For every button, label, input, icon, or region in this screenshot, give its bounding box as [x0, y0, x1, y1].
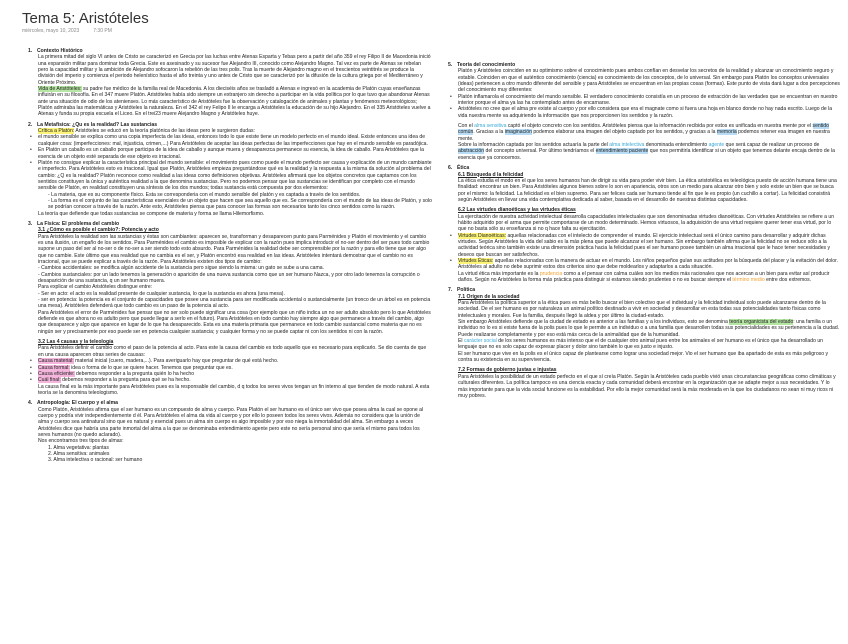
list-item: 3. Alma intelectiva o racional: ser humano [48, 457, 143, 464]
section-3-subtitle: 3.1 ¿Cómo es posible el cambio?: Potencia y acto [38, 227, 159, 234]
section-6-paragraph: La ética estudia el modo en el que los seres humanos han de dirigir su vida para poder vivir bien. La ética aristotélica es teleológica puesto de acción humana tiene una finalidad: encontrar un bien. Para Aristóteles algunos bienes sobre lo son en apariencia, otros son un medio para alcanzar otro bien y solo existe un bien que se busca por el mismo: la felicidad. La felicidad es el bien supremo. Para ser felices cada ser humano tiende al fin que le es propio (un cuchillo a cortar). La felicidad consistirá según Aristóteles en llevar una vida contemplativa dedicada al saber, basada en el desarrollo de nuestras distintas capacidades. [458, 177, 837, 203]
section-7-paragraph: Para Aristóteles la posibilidad de un estado perfecto en el que sí creía Platón. Según la Aristóteles cada pueblo vivió unas circunstancias geográficas como climáticas y culturales diferentes. La política tampoco es una ciencia exacta y cada comunidad deberá encontrar en la organización que se adapte mejor a sus necesidades. Y lo más importante para que la vida social funcione es la estabilidad. Por ello la mejor comunidad será la más moderada en la que los ciudadanos no sean ni muy ricos ni muy pobres. [458, 373, 836, 399]
section-3-paragraph: Para Aristóteles el error de Parménides fue pensar que no ser solo puede significar una cosa (por ejemplo que un niño indica un no ser adulto absoluto pero lo que Aristóteles defiende es que ahora no es adulto pero que puede llegar a serlo en el futuro). Para Aristóteles en todo cambio hay siempre algo que permanece a través del cambio, algo que desaparece y algo que aparece en lugar de lo que ha desaparecido. Esta es una materia primaria que permanece en todo cambio sustancial como materia que no es ningún ser y precisamente por eso puede ser en potencia cualquier sustancia; y cualquier forma y no se puede captar ni con los sentidos ni con la razón. [38, 309, 431, 335]
section-2-paragraph: La teoría que defiende que todas sustancias se compone de materia y forma se llama Hilemorfismo. [38, 210, 265, 217]
section-2-title: 2. La Metafísica: ¿Qu es la realidad? Las sustancias [28, 121, 158, 128]
page-date: miércoles, mayo 10, 2023 [22, 28, 80, 34]
list-item: • el mundo sensible se explica como una copia imperfecta de las ideas, entonces todo lo que existe tiene un modelo perfecto en el mundo ideal. Existe entonces una idea de cualquier cosa: (imperfecciones: mal, injusticia, crimen,...) Para Aristóteles de aceptar las ideas perfectas de las imperfecciones que hay en el mundo sensible es paradójica. [28, 134, 432, 147]
section-1-title: 1. Contexto Histórico [28, 48, 83, 54]
list-item: • Platón inflamarola el conocimiento del mundo sensible. El verdadero conocimiento consistía en un proceso de extracción de las verdades que se encuentran en nuestro interior porque el alma ya las ha contemplado antes de encarnarse. [448, 94, 840, 107]
section-4-title: 4. Antropología: El cuerpo y el alma [28, 400, 118, 407]
section-2-critica: Crítica a Platón: Aristóteles se educó en la teoría platónica de las ideas pero le surgieron dudas: [38, 128, 255, 135]
list-item: • Aristóteles no cree que el alma pre existe al cuerpo y por ello considera que era el magnate como si fuera una hoja en blanco donde no hay nada escrito. Luego de la vida nuestra mente va adquiriendo la información que nos proporcionen los sentidos y la razón. [448, 106, 840, 119]
list-item: • Causa formal: idea o forma de lo que se quiere hacer. Tenemos que preguntar que es. [28, 365, 432, 371]
section-6-paragraph: La virtud ética más importante es la prudencia como a el pensar con calma cuáles son los medios más racionales que nos acercan a un bien para evitar así producir daños. Según no Aristóteles la forma más práctica para distinguir si estamos siendo prudentes o no es buscar siempre el término medio entre dos extremos. [458, 270, 830, 283]
section-3-paragraph: La causa final es la más importante para Aristóteles pues es la responsable del cambio, d q todos los seres vivos tengan un fin interno al que tienden de modo natural. A esta teoría se la denomina teleologismo. [38, 383, 430, 396]
list-item: - ser en potencia: la potencia es el conjunto de capacidades que posee una sustancia para ser modificada accidental o sustancialmente (un tronco de un árbol es en potencia una mesa). Aristóteles defenderá que todo cambio es un paso de la potencia al acto. [38, 297, 431, 310]
page-time: 7:30 PM [93, 28, 112, 34]
list-item: • Virtudes Éticas: aquellas relacionadas con la manera de actuar en el mundo. Los niños pequeños guían sus actitudes por la búsqueda del placer y la evitación del dolor. Aristóteles al adulto no debe suprimir estos dos criterios sino que debe moldearlos y adaptarlos a cada situación. [448, 258, 840, 271]
section-7-paragraph: Sin embargo Aristóteles defiende que la ciudad de estado es anterior a las familias y a los individuos, esto se denomina teoría organicista del estado: una familia o un individuo no lo es si existe fuera de la polis pues lo que le permite a un individuo o a una familia que desarrollen todas sus potencialidades es su pertenencia a la ciudad. Puede realizarse completamente y por eso está más cerca de la animalidad que de la humanidad. [458, 319, 840, 338]
page-title: Tema 5: Aristóteles [22, 10, 149, 27]
section-6-paragraph: La ejercitación de nuestra actividad intelectual desarrolla capacidades intelectuales que son denominadas virtudes dianoéticas. Con virtudes Aristóteles se refiere a un hábito adquirido por el arma que permite comportarse de un modo determinado. Hemos virtuosos, la adquisición de una virtud requiere querer tener esa virtud, por lo que no basta sólo su enseñanza si no q hace falta su ejercitación. [458, 213, 835, 233]
section-3-paragraph: Para explicar el cambio Aristóteles distingue entre: [38, 284, 153, 291]
section-5-title: 5. Teoría del conocimiento [448, 62, 516, 68]
list-item: - Ser en acto: el acto es la realidad presente de cualquier sustancia, lo que la sustancia es ahora (una mesa). [38, 290, 285, 297]
section-3-paragraph: Para Aristóteles definir el cambio como el paso de la potencia al acto. Para este la causa del cambio es todo aquello que es necesario para explicarlo. Se dio cuenta de que en una causa aparecen otras series de causas: [38, 345, 427, 358]
list-item: • Causa eficiente: debemos responder a la pregunta quién lo ha hecho [28, 371, 432, 377]
list-item: - Cambios sustanciales: por un lado tenemos la generación o aparición de una nueva sustancia como que un ser humano Nazca, y por otro lado tenemos la corrupción o desaparición de una sustancia, q un ser humano muera. [38, 271, 420, 285]
section-5-paragraph: Platón y Aristóteles coinciden en su optimismo sobre el conocimiento pues ambos confían en desvelar los secretos de la realidad y alcanzar un conocimiento seguro y estable. Coinciden en que el auténtico conocimiento (ciencia) es conocimiento de los conceptos, de lo universal. Sin embargo para Platón los conceptos universales (ideas) pertenecen a otro mundo diferente del sensible y para Aristóteles se encuentran en las propias cosas (formas). Este punto de vista dará lugar a dos percepciones del conocimiento muy diferentes: [458, 68, 840, 94]
section-5-paragraph: Sobre la información captada por los sentidos actuaría la parte del alma intelectiva denominada entendimiento agente que será capaz de realizar un proceso de abstracción del concepto universal. Por último tendríamos el entendimiento paciente que nos permitiría identificar si un objeto que tenemos delante encaja dentro de la esencia que ya conocemos. [458, 142, 835, 161]
section-7-title: 7. Política [448, 287, 476, 294]
list-item: 2. Alma sensitiva: animales [48, 450, 110, 457]
section-5-paragraph: Con el alma sensitiva captó el objeto concreto con los sentidos. Aristóteles piensa que la información recibida por estos es unificada en nuestra mente por el sentido común. Gracias a la imaginación podemos elaborar una imagen del objeto captado por los sentidos, y gracias a la memoria podemos retener esa imagen en nuestra mente. [458, 123, 830, 142]
section-7-paragraph: El carácter social de los seres humanos es más intenso que el de cualquier otro animal pues entre los animales el ser humano es el único que ha desarrollado un lenguaje que no es solo capaz de expresar placer y dolor sino también lo que es justo e injusto. [458, 338, 823, 351]
section-7-subtitle: 7.2 Formas de gobierno justas e injustas [458, 367, 557, 374]
section-7-subtitle: 7.1 Origen de la sociedad [458, 293, 520, 300]
section-4-paragraph: Como Platón, Aristóteles afirma que el ser humano es un compuesto de alma y cuerpo. Para Platón el ser humano es el único ser vivo que posea alma la cual se opone al cuerpo y podría vivir independientemente d él. Para Aristóteles el alma da vida al cuerpo y por ello lo poseen todos los seres vivos. Además no considera que la unión de alma y cuerpo sea antinatural sino que es natural y esencial pues un alma sin cuerpo es algo imposible y por eso niega la inmortalidad del alma. Sin embargo a veces Aristóteles dice que habría una parte inmortal del alma a la que se denominaba entendimiento agente pero este no sería personal sino que sería el mismo para todos los seres humanos (no quedo aclarado). [38, 406, 424, 438]
section-1-vida: Vida de Aristóteles: su padre fue médico de la familia real de Macedonia. A los dieciséis años se trasladó a Atenas e ingresó en la academia de Platón cuyas enseñanzas influirán en su filosofía. En el 347 muere Platón. Aristóteles había sido siempre un extranjero sin derecho a participar en la vida política por lo que tuvo que abandonar Atenas ante una situación de odio de los atenienses. Lo más característico de Aristóteles fue la observación y catalogación de animales y plantas y fenómenos meteorológicos; Platón admiraba las matemáticas y Aristóteles la naturaleza. En el 342 el rey Felipo II le encarga a Aristóteles la educación de su hijo Alejandro. En el 335 Aristóteles vuelve a Atenas y funda su propia escuela el Liceo. En el trei23 muere Alejandro Magno y Aristóteles huye. [38, 86, 431, 118]
list-item: • Virtudes Dianoéticas: aquellas relacionadas con el intelecto de comprender el mundo. El ejercicio intelectual será el único camino para desarrollar y adquirir dichas virtudes. Según Aristóteles la vida del sabio es la más plena que puede alcanzar el ser humano. Sin embargo también afirma que la felicidad no se reduce sólo a la actividad teórica sino también existe una dimensión práctica hacia la felicidad pues el ser humano posee también un alma irracional que le hace tener necesidades y deseos que buscan ser satisfechos. [448, 233, 840, 258]
section-4-paragraph: Nos encontramos tres tipos de almas: [38, 438, 124, 445]
section-3-subtitle: 3.2 Las 4 causas y la teleología [38, 339, 114, 346]
section-6-subtitle: 6.1 Búsqueda d la felicidad [458, 171, 524, 178]
section-6-subtitle: 6.2 Las virtudes dianoéticas y las virtudes éticas [458, 207, 576, 214]
list-item: 1. Alma vegetativa: plantas [48, 444, 109, 451]
section-6-title: 6. Ética [448, 165, 470, 172]
list-item: • En Platón un caballo es un caballo porque participa de la idea de caballo y aunque muera y desaparezca permanece su esencia, la idea de caballo. Para Aristóteles que la esencia de un objeto esté separada de ese objeto es irracional. [28, 147, 432, 160]
list-item: - La materia, que es su componente físico. Esta se corresponderia con el mundo sensible del platón y es captada a través de los sentidos. [48, 191, 361, 198]
right-column [448, 62, 840, 399]
section-7-paragraph: Para Aristóteles la política superior a la ética pues es más bello buscar el bien colectivo que el individual y la felicidad individual solo puede alcanzarse dentro de la sociedad. De el ser humano es por naturaleza un animal político destinado a vivir en sociedad y desarrollar en esta todas sus potencialidades tanto físicas como intelectuales y morales. Fue la familia, después llegó la aldea y por último la ciudad-estado. [458, 300, 826, 319]
left-column [28, 48, 432, 464]
section-3-paragraph: Para Aristóteles la realidad son las sustancias y éstas son cambiantes: aparecen se, transforman y desaparecen punto para Parménides y Platón el movimiento y el cambio es una ilusión, un engaño de los sentidos. Para Parménides el cambio es imposible de explicar con la razón pues implica introducir el no-ser dentro del ser pues todo cambio supone un paso del ser al no-ser o de no-ser a ser siendo todo esto absurdo. Para Parménides la realidad debe ser comprensible por la razón y para ello tiene que ser algo que no cambie. Este último que esa realidad que no cambia es el ser, y Platón encontró esa realidad en las ideas. Aristóteles intentará demostrar que el cambio no es irracional, que se puede explicar a través de la razón. Para Aristóteles existen dos tipos de cambio: [38, 233, 430, 265]
section-7-paragraph: El ser humano que vive en la polis es el único capaz de plantearse como lograr una sociedad mejor. Vio el ser humano que iba apartado de esta es más peligroso y contra su existencia en su supervivencia. [458, 350, 828, 364]
page-meta [22, 28, 126, 34]
list-item: - Cambios accidentales: se modifica algún accidente de la sustancia pero sigue siendo la misma: un gato se sube a una cama. [38, 265, 324, 272]
list-item: • Causa material: material inicial (cuero, madera,...). Para averiguarlo hay que preguntar de qué está hecho. [28, 358, 432, 364]
section-1-paragraph: La primera mitad del siglo VI antes de Cristo se caracterizó en Grecia por las luchas entre Atenas Esparta y Tebas pero a partir del año 359 el rey Filipo II de Macedonia inició una expansión militar para dominar toda Grecia. Este es asesinado y su sucesor fue Alejandro III, conocido como Alejandro Magno. Tal vez es parte de Atenas se rebelan pero la capacidad militar y la ambición de Alejandro sofocaron la rebelión de las tres polis. Tras la muerte de Alejandro magno en el trescientos veintitrés se produce la división del imperio y comienza el periodo helenístico hasta el año treinta y uno antes de Cristo que se caracterizó por la difusión de la cultura griega por el Mediterráneo y Oriente Próximo. [38, 54, 431, 86]
list-item: • Cuál final: debemos responder a la pregunta para qué se ha hecho. [28, 377, 432, 383]
list-item: • Platón no consigue explicar la característica principal del mundo sensible: el movimiento pues como puede el mundo perfecto ser causa y explicación de un mundo cambiante e imperfecto. Para Aristóteles esto es irracional. Igual que Platón, Aristóteles empieza preguntándose qué es la realidad y la respuesta a la misma da solución al problema del cambio: ¿Q es la realidad? Platón reconoce como realidad a las ideas como definiciones objetivas. Aristóteles afirmará que los objetos concretos que captamos con los sentidos constituyen la única y auténtica realidad a la que denomina sustancias. Pero no podemos pensar que las sustancias se identifican por completo con el mundo sensible de Platón, en realidad constituyen una síntesis de los dos mundos; todas sustancia está compuesta por dos elementos: [28, 160, 432, 192]
section-3-title: 3. La Física: El problema del cambio [28, 220, 120, 227]
list-item: - La forma es el conjunto de las características esenciales de un objeto que hacen que sea aquello que es. Se correspondería con el mundo de las ideas de Platón, y solo se podrían conocer a través de la razón. Ante esto, Aristóteles piensa que para conocer las formas son necesarios tanto los cinco sentidos como la razón. [48, 197, 432, 211]
